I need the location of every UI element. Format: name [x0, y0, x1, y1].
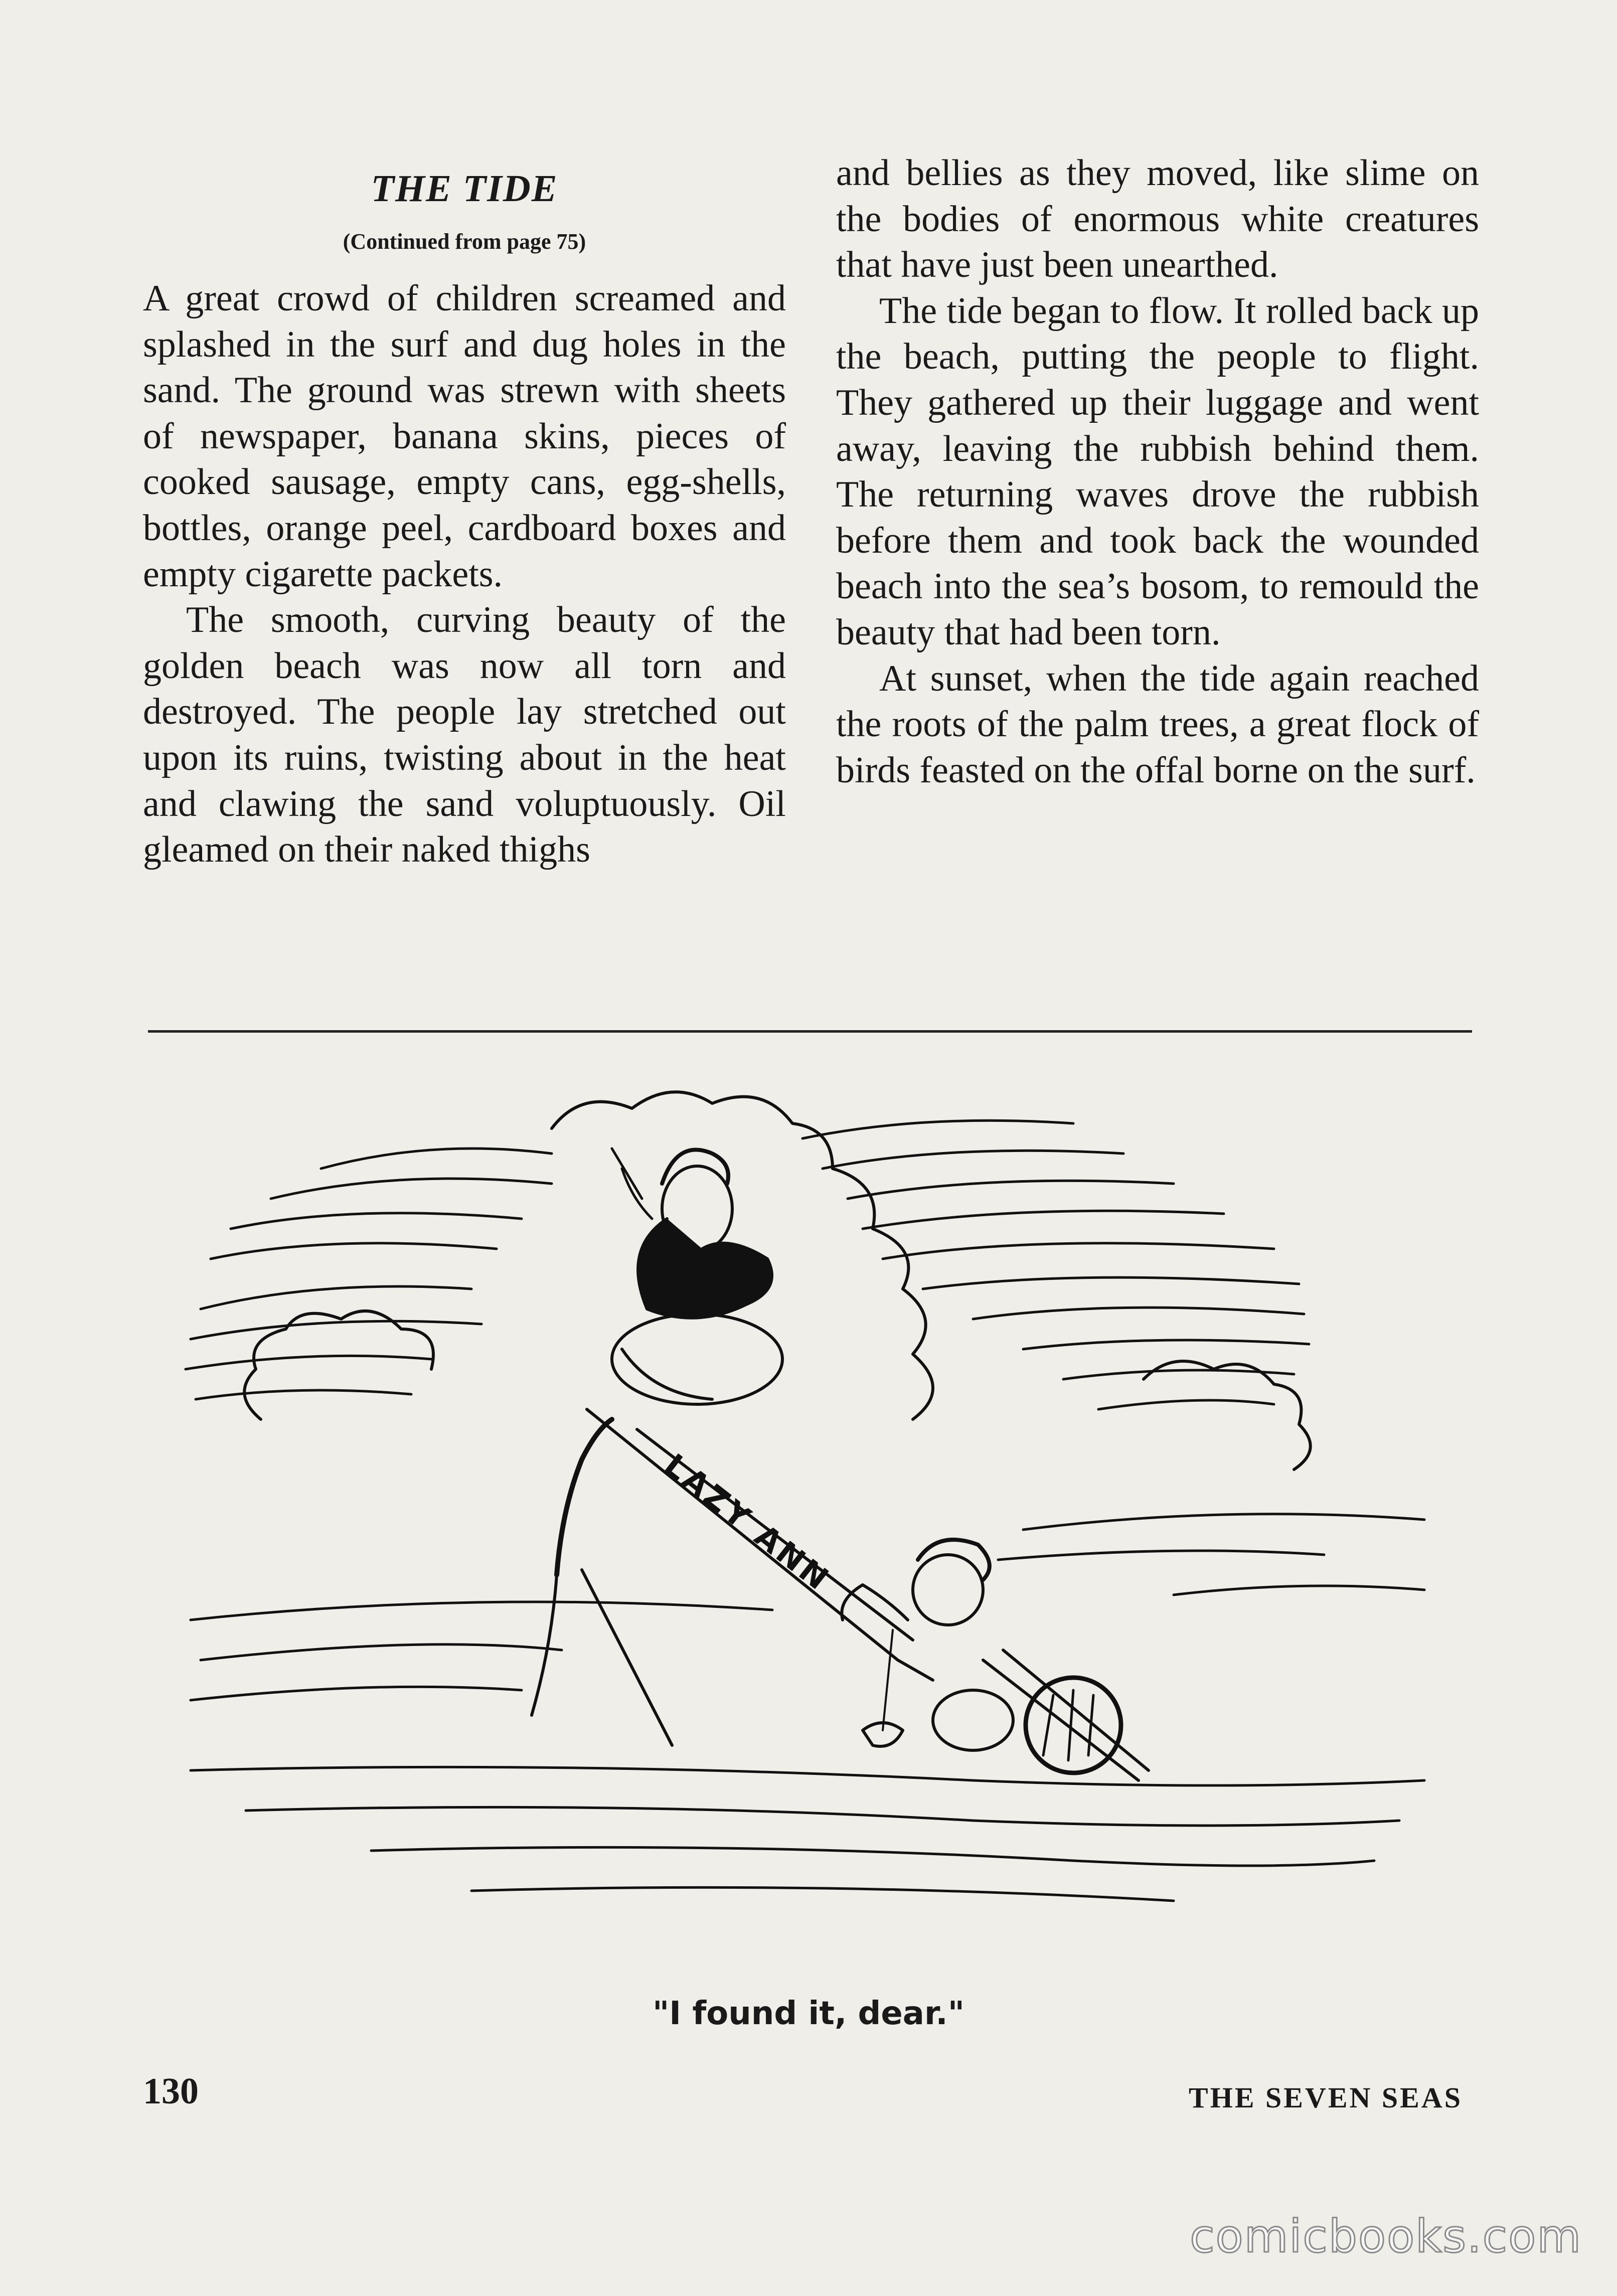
- paragraph: The smooth, curving beauty of the golden beach was now all torn and destroyed. The people lay stretched out upon its ruins, twisting about in the heat and clawing the sand voluptuously. Oil gleamed on their naked thighs: [143, 599, 786, 871]
- watermark: comicbooks.com: [1190, 2210, 1582, 2263]
- mast: [557, 1419, 612, 1575]
- page-number: 130: [143, 2071, 199, 2112]
- woman-figure: [842, 1540, 1013, 1750]
- boat-name-label: LAZY ANN: [657, 1446, 838, 1599]
- magazine-name: THE SEVEN SEAS: [1189, 2081, 1463, 2114]
- paragraph: and bellies as they moved, like slime on the bodies of enormous white creatures that have just been unearthed.: [836, 152, 1479, 286]
- paragraph: A great crowd of children screamed and splashed in the surf and dug holes in the sand. The ground was strewn with sheets of newspaper, banana skins, pieces of cooked sausage, empty cans, egg-shells, bottles, orange peel, cardboard boxes and empty cigarette packets.: [143, 278, 786, 595]
- cartoon-illustration: [171, 1068, 1454, 1951]
- continued-note: (Continued from page 75): [343, 229, 586, 254]
- text-column-right: [836, 150, 1479, 793]
- story-title: THE TIDE: [371, 168, 558, 210]
- text-column-left: [143, 150, 786, 873]
- paragraph: The tide began to flow. It rolled back up the beach, putting the people to flight. They gathered up their luggage and went away, leaving the rubbish behind them. The returning waves drove the rubbish before them and took back the wounded beach into the sea’s bosom, to remould the beauty that had been torn.: [836, 290, 1479, 653]
- cartoon-caption: "I found it, dear.": [652, 1995, 965, 2032]
- sailor-figure: [612, 1149, 782, 1404]
- boat-hull: [532, 1409, 1149, 1780]
- section-divider: [148, 1030, 1472, 1033]
- cloud-outline: [1144, 1361, 1311, 1469]
- paragraph: At sunset, when the tide again reached the roots of the palm trees, a great flock of birds feasted on the offal borne on the surf.: [836, 658, 1479, 791]
